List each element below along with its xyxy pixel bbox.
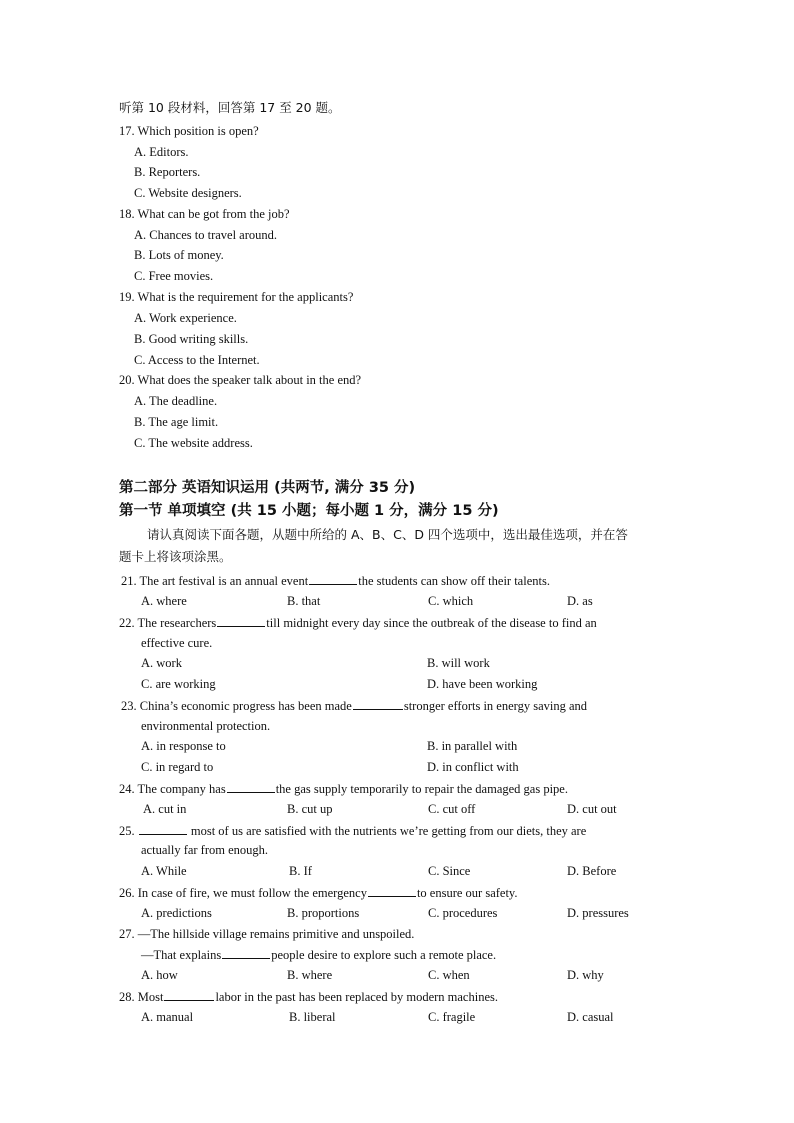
answer-blank (309, 572, 357, 585)
q22-after: till midnight every day since the outbreak of the disease to find an (266, 616, 597, 630)
question-21-option-a: A. where (141, 594, 187, 608)
question-26-option-a: A. predictions (141, 906, 212, 920)
question-25-option-c: C. Since (428, 864, 471, 878)
question-23-option-c: C. in regard to (141, 760, 214, 774)
question-27-option-d: D. why (567, 968, 604, 982)
question-26-stem (119, 884, 518, 901)
listening-instruction: 听第 10 段材料，回答第 17 至 20 题。 (119, 100, 341, 115)
question-21-option-c: C. which (428, 594, 474, 608)
question-28-option-b: B. liberal (289, 1010, 336, 1024)
question-22-option-b: B. will work (427, 656, 490, 670)
question-23-stem (121, 697, 587, 714)
q25-before: 25. (119, 824, 138, 838)
question-25-option-a: A. While (141, 864, 187, 878)
q23-after: stronger efforts in energy saving and (403, 699, 588, 713)
q27-after: people desire to explore such a remote place. (271, 948, 497, 962)
question-18-option-a: A. Chances to travel around. (134, 228, 278, 242)
question-18-option-b: B. Lots of money. (134, 248, 224, 262)
answer-blank (222, 946, 270, 959)
question-21-stem (121, 572, 550, 589)
question-17-option-a: A. Editors. (134, 145, 189, 159)
question-24-option-a: A. cut in (143, 802, 187, 816)
question-23-stem-continued: environmental protection. (141, 719, 271, 733)
answer-blank (353, 697, 403, 710)
section-instruction-line-2: 题卡上将该项涂黑。 (119, 549, 232, 564)
question-17-option-c: C. Website designers. (134, 186, 242, 200)
section-instruction-line-1: 请认真阅读下面各题，从题中所给的 A、B、C、D 四个选项中，选出最佳选项，并在答 (147, 527, 628, 542)
part-two-heading: 第二部分 英语知识运用 (共两节, 满分 35 分) (119, 480, 416, 496)
question-20-option-a: A. The deadline. (134, 394, 218, 408)
q25-after: most of us are satisfied with the nutrients we’re getting from our diets, they are (187, 824, 587, 838)
question-24-option-d: D. cut out (567, 802, 617, 816)
answer-blank (139, 822, 187, 835)
question-21-option-d: D. as (567, 594, 593, 608)
question-17-stem: 17. Which position is open? (119, 124, 259, 138)
question-28-option-c: C. fragile (428, 1010, 476, 1024)
question-20-stem: 20. What does the speaker talk about in the end? (119, 373, 362, 387)
question-22-option-c: C. are working (141, 677, 216, 691)
question-25-stem-continued: actually far from enough. (141, 843, 269, 857)
question-26-option-b: B. proportions (287, 906, 360, 920)
question-18-option-c: C. Free movies. (134, 269, 214, 283)
question-20-option-c: C. The website address. (134, 436, 253, 450)
question-24-option-b: B. cut up (287, 802, 333, 816)
question-19-stem: 19. What is the requirement for the applicants? (119, 290, 354, 304)
question-26-option-d: D. pressures (567, 906, 629, 920)
question-19-option-c: C. Access to the Internet. (134, 353, 260, 367)
question-28-option-d: D. casual (567, 1010, 614, 1024)
question-19-option-a: A. Work experience. (134, 311, 237, 325)
question-27-option-a: A. how (141, 968, 178, 982)
q23-before: 23. China’s economic progress has been made (121, 699, 352, 713)
question-23-option-a: A. in response to (141, 739, 226, 753)
answer-blank (368, 884, 416, 897)
question-23-option-d: D. in conflict with (427, 760, 519, 774)
question-27-option-b: B. where (287, 968, 333, 982)
question-21-option-b: B. that (287, 594, 321, 608)
q28-before: 28. Most (119, 990, 164, 1004)
question-27-option-c: C. when (428, 968, 470, 982)
question-25-option-b: B. If (289, 864, 312, 878)
question-20-option-b: B. The age limit. (134, 415, 219, 429)
q27-before: —That explains (141, 948, 222, 962)
q28-after: labor in the past has been replaced by modern machines. (215, 990, 498, 1004)
question-17-option-b: B. Reporters. (134, 165, 201, 179)
question-22-option-d: D. have been working (427, 677, 538, 691)
question-25-stem (119, 822, 586, 839)
q24-after: the gas supply temporarily to repair the damaged gas pipe. (275, 782, 568, 796)
answer-blank (227, 780, 275, 793)
q21-before: 21. The art festival is an annual event (121, 574, 309, 588)
question-24-option-c: C. cut off (428, 802, 476, 816)
question-19-option-b: B. Good writing skills. (134, 332, 249, 346)
question-22-stem (119, 614, 597, 631)
q26-before: 26. In case of fire, we must follow the emergency (119, 886, 367, 900)
answer-blank (217, 614, 265, 627)
q24-before: 24. The company has (119, 782, 226, 796)
question-24-stem (119, 780, 568, 797)
question-28-option-a: A. manual (141, 1010, 194, 1024)
q22-before: 22. The researchers (119, 616, 217, 630)
q26-after: to ensure our safety. (416, 886, 518, 900)
question-27-stem-continued (141, 946, 496, 963)
q21-after: the students can show off their talents. (358, 574, 550, 588)
question-23-option-b: B. in parallel with (427, 739, 518, 753)
question-28-stem (119, 988, 498, 1005)
answer-blank (164, 988, 214, 1001)
question-27-stem: 27. —The hillside village remains primitive and unspoiled. (119, 927, 415, 941)
question-26-option-c: C. procedures (428, 906, 498, 920)
question-22-option-a: A. work (141, 656, 182, 670)
section-one-heading: 第一节 单项填空 (共 15 小题；每小题 1 分，满分 15 分) (119, 503, 499, 519)
question-22-stem-continued: effective cure. (141, 636, 213, 650)
question-18-stem: 18. What can be got from the job? (119, 207, 290, 221)
question-25-option-d: D. Before (567, 864, 617, 878)
